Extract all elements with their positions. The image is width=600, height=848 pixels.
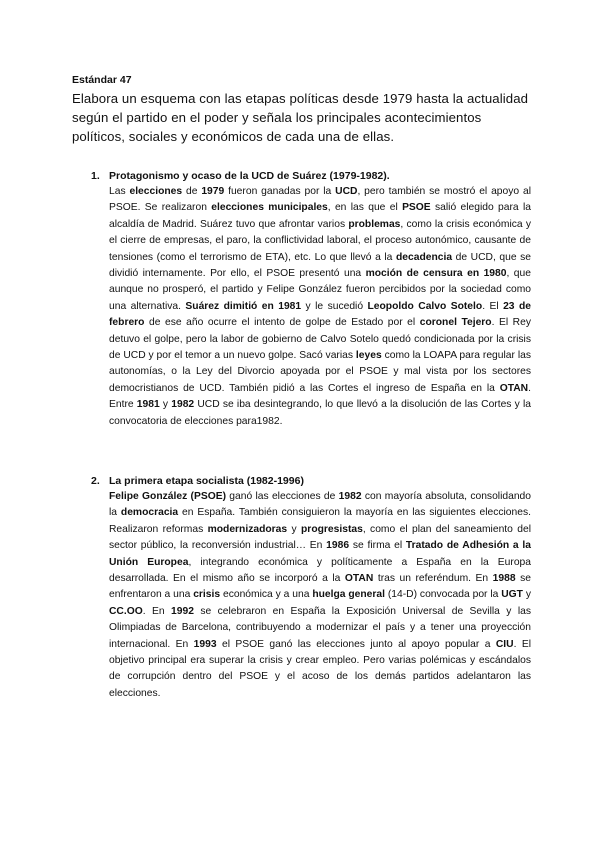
section-heading (91, 473, 531, 489)
text-run: . El Rey detuvo el golpe, pero la labor de gobierno de Calvo Sotelo quedó condicionada por la crisis de UCD y por el temor a un nuevo golpe. Sacó varias (109, 317, 531, 362)
text-run: con mayoría absoluta, consolidando la (109, 491, 532, 519)
bold-text: 23 de febrero (109, 300, 531, 329)
text-run: . Entre (109, 382, 531, 411)
text-run: fueron ganadas por la (224, 186, 336, 197)
bold-text: problemas (348, 218, 401, 230)
text-run: se enfrentaron a una (109, 573, 531, 601)
text-run: de (182, 186, 202, 197)
section-2 (91, 473, 531, 702)
text-run: y (522, 589, 532, 601)
bold-text: huelga general (312, 589, 385, 601)
bold-text: 1993 (193, 638, 217, 650)
text-run: , integrando económica y políticamente a España en la Europa desarrollada. En el mismo año se incorporó a la (109, 556, 532, 585)
text-run: como la LOAPA para regular las autonomías, o la Ley del Divorcio apoyada por el PSOE y mal vista por los sectores democristianos de UCD. También pidió a las Cortes el ingreso de España en la (109, 350, 531, 394)
bold-text: crisis (193, 589, 221, 601)
bold-text: Leopoldo Calvo Sotelo (367, 300, 483, 312)
section-number: 1. (91, 170, 100, 182)
text-run: , como la crisis económica y el cierre de empresas, el paro, la conflictividad laboral, el proceso autonómico, causante de tensiones (como el terrorismo de ETA), etc. Lo que llevó a la (109, 218, 531, 263)
bold-text: CC.OO (109, 605, 143, 617)
bold-text: elecciones municipales (211, 202, 328, 214)
text-run: y (159, 399, 172, 411)
bold-text: elecciones (129, 186, 183, 197)
text-run: . El (482, 300, 504, 312)
text-run: en España. También consiguieron la mayoría en las siguientes elecciones. Realizaron reformas (109, 507, 531, 535)
text-run: ganó las elecciones de (226, 491, 339, 502)
text-run: de UCD, que se dividió internamente. Por ello, el PSOE presentó una (109, 251, 531, 280)
section-title: La primera etapa socialista (1982-1996) (109, 475, 304, 487)
text-run: y le sucedió (301, 300, 368, 312)
section-paragraph (109, 489, 531, 702)
section-1 (91, 168, 531, 430)
text-run: se celebraron en España la Exposición Universal de Sevilla y las Olimpiadas de Barcelona, contribuyendo a modernizar el país y a tener una proyección internacional. En (109, 605, 531, 650)
text-run: se firma el (349, 540, 406, 552)
bold-text: 1982 (171, 399, 195, 411)
bold-text: decadencia (395, 251, 453, 263)
bold-text: democracia (120, 507, 179, 519)
text-run: , en las que el (327, 202, 403, 214)
text-run: y (287, 523, 302, 535)
bold-text: UGT (501, 589, 523, 601)
bold-text: CIU (495, 638, 514, 650)
section-number: 2. (91, 475, 100, 487)
text-run: , pero también se mostró el apoyo al PSOE. Se realizaron (109, 186, 531, 214)
bold-text: 1979 (201, 186, 225, 197)
bold-text: modernizadoras (207, 523, 288, 535)
bold-text: 1988 (492, 573, 516, 585)
bold-text: coronel Tejero (419, 317, 492, 329)
bold-text: leyes (355, 350, 382, 362)
text-run: , como el plan del saneamiento del sector público, la reconversión industrial… En (109, 523, 531, 552)
bold-text: 1986 (326, 540, 350, 552)
section-heading (91, 168, 531, 184)
text-run: UCD se iba desintegrando, lo que llevó a la disolución de las Cortes y la convocatoria de elecciones para1982. (109, 399, 531, 427)
text-run: . En (142, 605, 172, 617)
bold-text: UCD (335, 186, 358, 197)
bold-text: progresistas (301, 523, 363, 535)
text-run: de ese año ocurre el intento de golpe de Estado por el (144, 317, 420, 329)
text-run: tras un referéndum. En (373, 573, 493, 585)
bold-text: moción de censura en 1980 (365, 268, 507, 280)
section-title: Protagonismo y ocaso de la UCD de Suárez (1979-1982). (109, 170, 390, 182)
bold-text: Suárez dimitió en 1981 (185, 300, 302, 312)
bold-text: 1982 (338, 491, 362, 502)
bold-text: Felipe González (PSOE) (109, 491, 227, 502)
text-run: , que aunque no prosperó, el partido y Felipe González fueron percibidos por la sociedad como una alternativa. (109, 268, 531, 312)
bold-text: OTAN (344, 573, 374, 585)
bold-text: PSOE (402, 202, 431, 214)
task-title: Elabora un esquema con las etapas políticas desde 1979 hasta la actualidad según el partido en el poder y señala los principales acontecimientos políticos, sociales y económicos de cada una de ellas. (72, 91, 529, 144)
bold-text: 1981 (136, 399, 160, 411)
text-run: salió elegido para la alcaldía de Madrid. Suárez tuvo que afrontar varios (109, 202, 531, 230)
text-run: el PSOE ganó las elecciones junto al apoyo popular a (216, 638, 496, 650)
text-run: Las (109, 186, 130, 197)
section-paragraph (109, 184, 531, 430)
text-run: . El objetivo principal era superar la crisis y crear empleo. Pero varias polémicas y escándalos de corrupción dentro del PSOE y el acoso de los demás partidos adelantaron las elecciones. (109, 638, 531, 699)
standard-label: Estándar 47 (72, 74, 132, 86)
text-run: (14-D) convocada por la (385, 589, 502, 601)
bold-text: Tratado de Adhesión a la Unión Europea (109, 540, 531, 568)
text-run: económica y a una (220, 589, 313, 601)
bold-text: 1992 (171, 605, 194, 617)
bold-text: OTAN (499, 382, 529, 394)
